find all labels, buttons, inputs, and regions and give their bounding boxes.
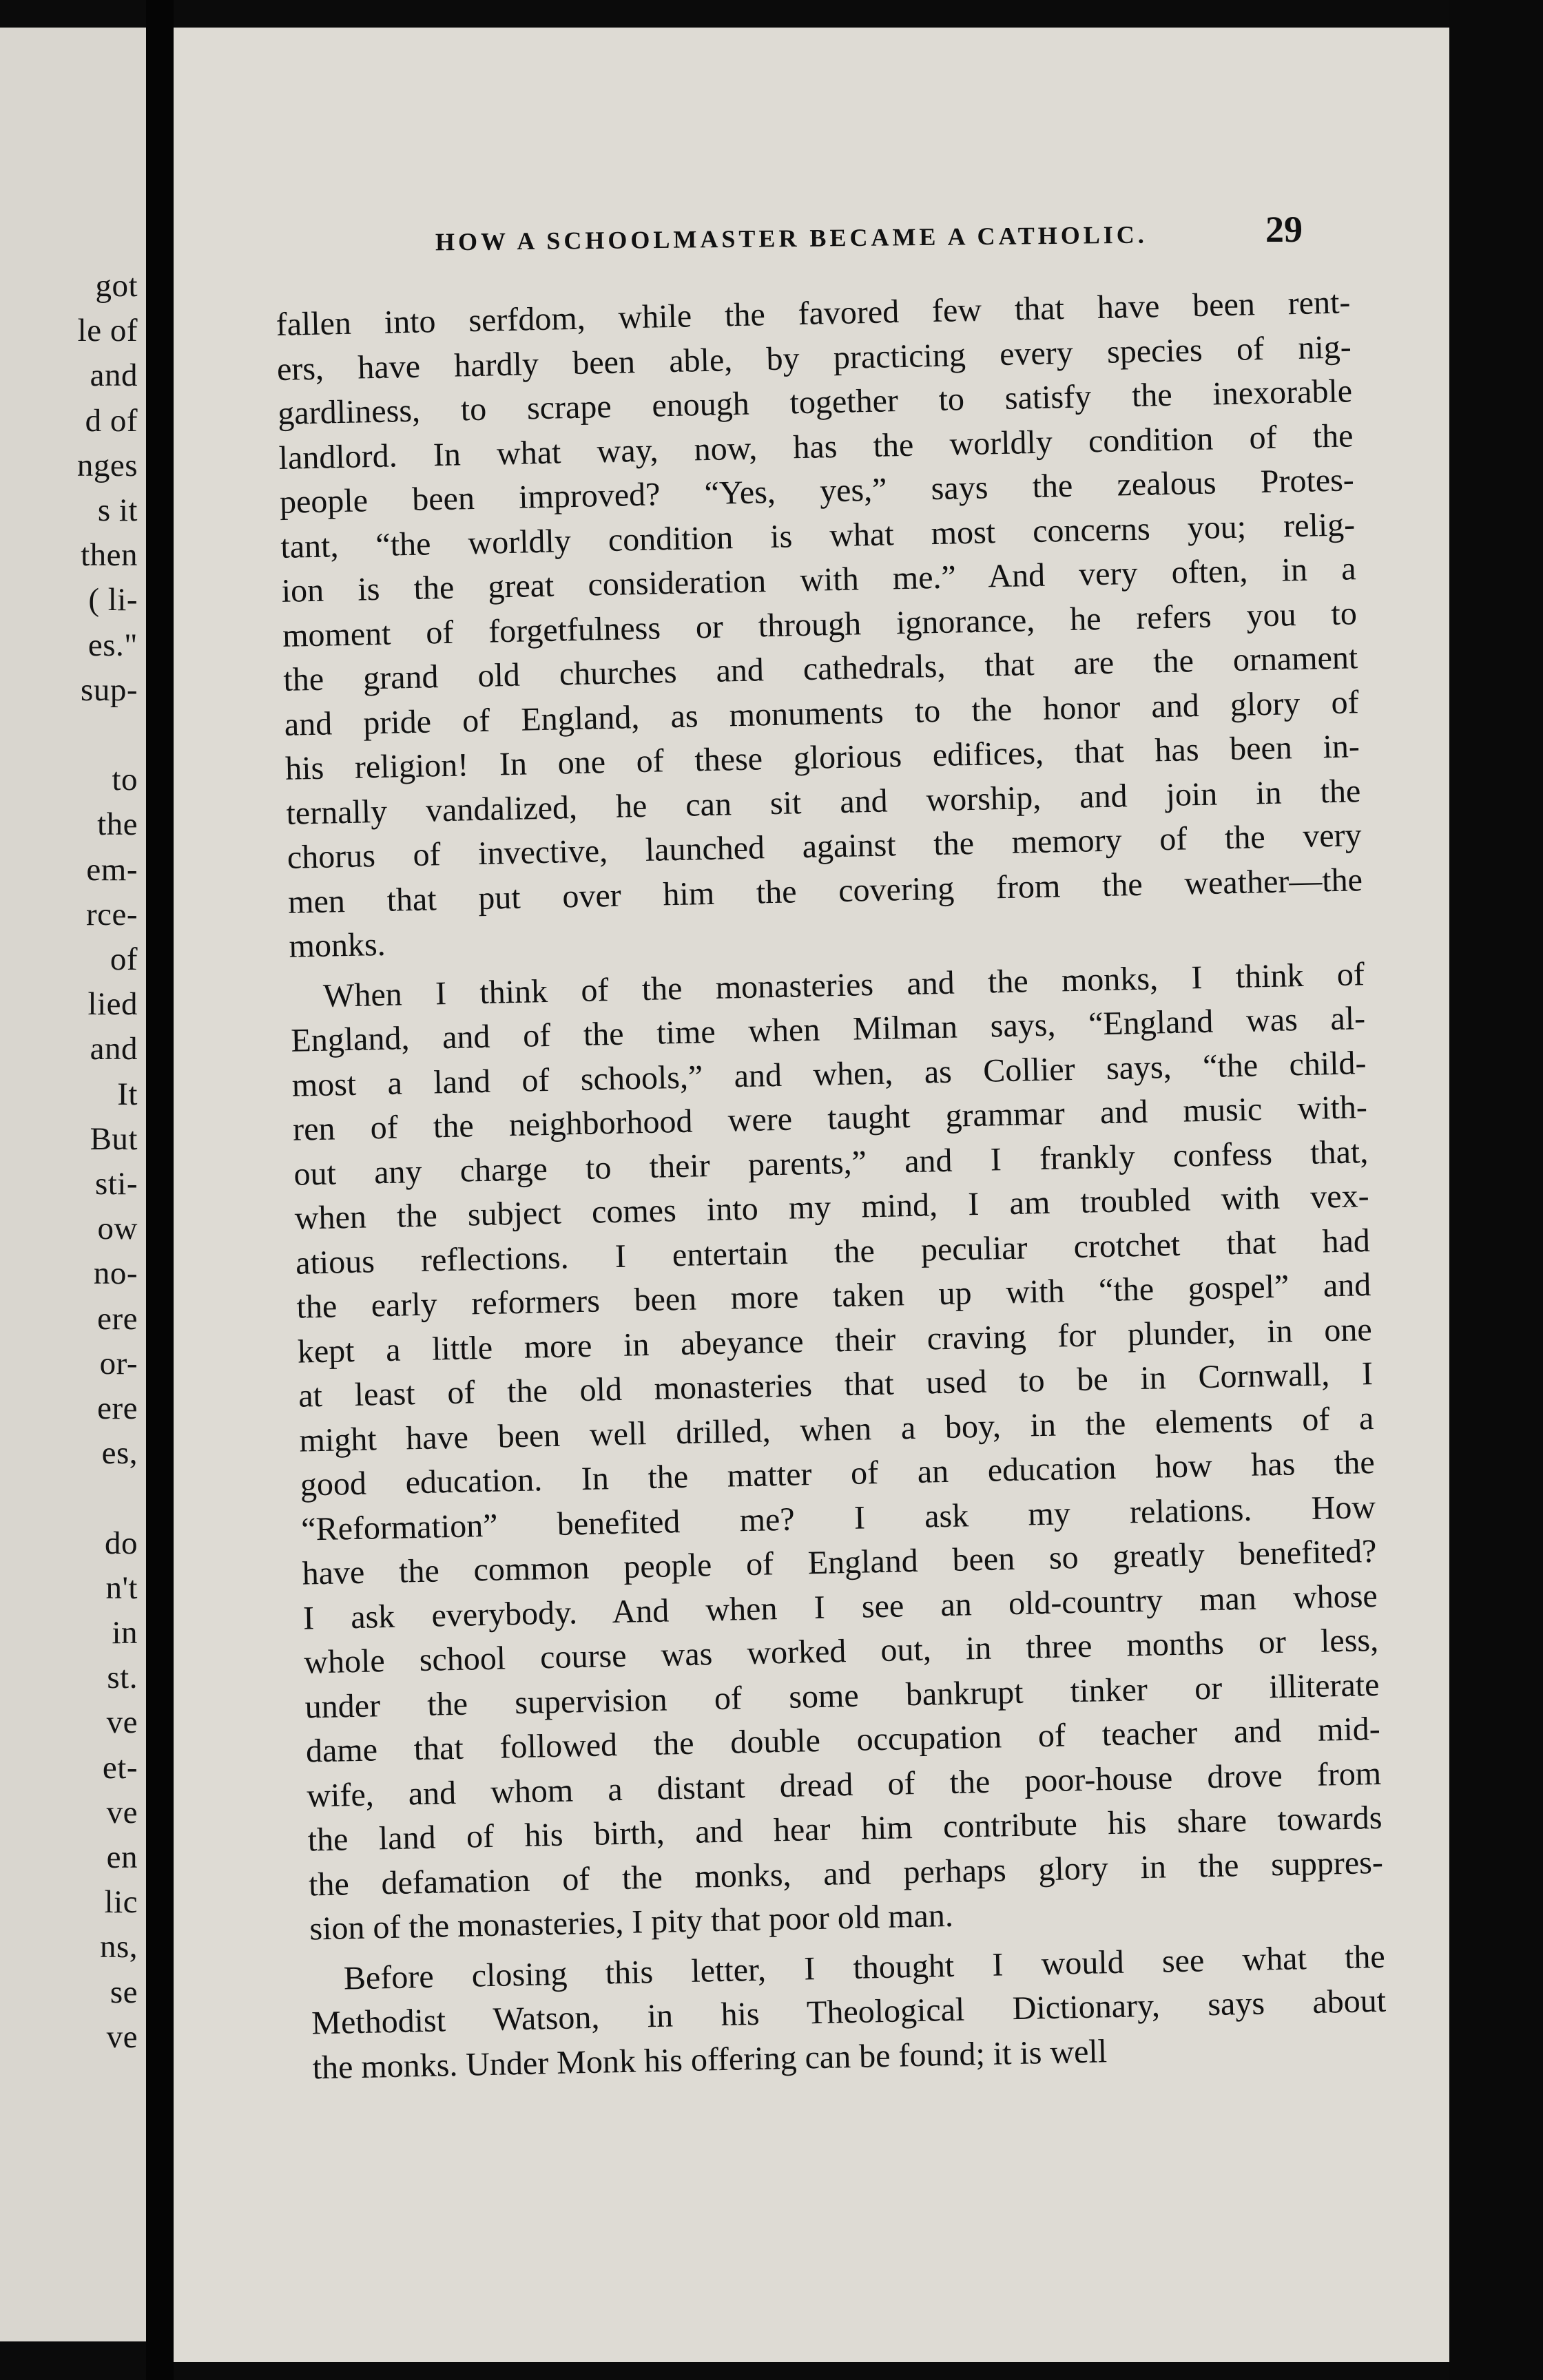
facing-page-fragment: the: [97, 806, 138, 843]
text-line: kept a little more in abeyance their craving for plunder, in one: [297, 1311, 1373, 1370]
text-line: chorus of invective, launched against the memory of the very: [287, 817, 1363, 876]
text-line: wife, and whom a distant dread of the poor-house drove from: [306, 1755, 1382, 1815]
text-line: dame that followed the double occupation of teacher and mid-: [305, 1710, 1381, 1770]
facing-page-fragment: rce-: [85, 896, 138, 932]
text-line: I ask everybody. And when I see an old-country man whose: [302, 1577, 1378, 1637]
facing-page-fragment: got: [95, 268, 138, 304]
book-gutter: [146, 0, 174, 2380]
text-line: ion is the great consideration with me.” And very often, in a: [281, 550, 1356, 609]
text-line: out any charge to their parents,” and I frankly confess that,: [293, 1133, 1369, 1193]
facing-page-fragment: ve: [106, 1704, 138, 1741]
page-number: 29: [1265, 209, 1303, 250]
text-line: moment of forgetfulness or through ignorance, he refers you to: [282, 594, 1358, 654]
facing-page-fragment: lic: [104, 1884, 138, 1921]
text-line: “Reformation” benefited me? I ask my relations. How: [300, 1488, 1376, 1548]
paragraph: [310, 1934, 1387, 2090]
text-line: the early reformers been more taken up with “the gospel” and: [296, 1266, 1371, 1326]
facing-page-fragment: ns,: [99, 1929, 138, 1965]
book-page: [174, 28, 1449, 2362]
text-line: might have been well drilled, when a boy, in the elements of a: [299, 1399, 1374, 1459]
text-line: tant, “the worldly condition is what most concerns you; relig-: [280, 505, 1356, 565]
facing-page-fragment: But: [90, 1120, 138, 1157]
facing-page-fragment: ere: [97, 1300, 138, 1337]
text-line: gardliness, to scrape enough together to satisfy the inexorable: [277, 373, 1353, 432]
text-line: the monks. Under Monk his offering can be found; it is well: [312, 2032, 1108, 2086]
text-line: England, and of the time when Milman says, “England was al-: [290, 1000, 1366, 1059]
facing-page-fragment: ( li-: [88, 582, 138, 618]
facing-page-fragment: en: [106, 1839, 138, 1875]
text-line: the grand old churches and cathedrals, that are the ornament: [282, 639, 1358, 698]
text-line: the land of his birth, and hear him contribute his share towards: [307, 1799, 1383, 1859]
text-line: ternally vandalized, he can sit and worship, and join in the: [285, 772, 1361, 832]
scan-border: [1449, 0, 1543, 2380]
facing-page-fragment: of: [110, 941, 138, 977]
text-line: monks.: [289, 926, 386, 965]
facing-page-fragment: et-: [102, 1749, 138, 1786]
facing-page-fragment: do: [105, 1525, 138, 1561]
facing-page-fragment: es,: [101, 1435, 138, 1472]
facing-page-fragment: in: [112, 1615, 138, 1651]
facing-page-fragment: sti-: [94, 1166, 138, 1202]
facing-page-fragment: n't: [105, 1569, 138, 1606]
facing-page-fragment: nges: [76, 447, 138, 483]
facing-page-fragment: ere: [97, 1390, 138, 1426]
text-line: whole school course was worked out, in three months or less,: [303, 1621, 1379, 1681]
text-line: under the supervision of some bankrupt tinker or illiterate: [304, 1666, 1380, 1726]
text-line: his religion! In one of these glorious edifices, that has been in-: [284, 728, 1360, 787]
facing-page-fragment: es.": [87, 627, 138, 663]
facing-page-fragment: sup-: [81, 671, 138, 708]
facing-page-fragment: st.: [107, 1660, 138, 1696]
text-line: and pride of England, as monuments to the honor and glory of: [284, 683, 1360, 743]
facing-page-fragment: to: [112, 762, 138, 798]
facing-page-edge: [0, 28, 146, 2341]
facing-page-fragment: ve: [106, 1794, 138, 1830]
text-line: fallen into serfdom, while the favored few that have been rent-: [276, 284, 1351, 343]
facing-page-fragment: It: [117, 1076, 138, 1112]
text-line: most a land of schools,” and when, as Collier says, “the child-: [291, 1044, 1367, 1104]
text-line: landlord. In what way, now, has the worldly condition of the: [278, 417, 1354, 477]
text-line: when the subject comes into my mind, I am troubled with vex-: [294, 1178, 1370, 1237]
facing-page-fragment: and: [90, 1031, 138, 1067]
facing-page-fragment: em-: [86, 851, 138, 888]
text-line: the defamation of the monks, and perhaps glory in the suppres-: [308, 1844, 1384, 1903]
facing-page-fragment: ow: [97, 1211, 138, 1247]
facing-page-fragment: s it: [97, 492, 138, 528]
body-text: [276, 280, 1387, 2090]
facing-page-fragment: or-: [99, 1345, 138, 1381]
text-line: have the common people of England been so greatly benefited?: [302, 1532, 1377, 1592]
text-line: atious reflections. I entertain the peculiar crotchet that had: [295, 1222, 1371, 1282]
facing-page-fragment: no-: [93, 1255, 138, 1292]
running-head: HOW A SCHOOLMASTER BECAME A CATHOLIC.: [435, 220, 1148, 256]
facing-page-fragment: and: [90, 357, 138, 394]
facing-page-fragment: ve: [106, 2018, 138, 2055]
text-line: Before closing this letter, I thought I would see what the: [343, 1938, 1386, 1996]
text-line: When I think of the monasteries and the monks, I think of: [322, 955, 1365, 1014]
paragraph: [289, 952, 1384, 1952]
text-line: ren of the neighborhood were taught grammar and music with-: [292, 1089, 1368, 1148]
text-line: at least of the old monasteries that used to be in Cornwall, I: [298, 1355, 1374, 1415]
text-line: Methodist Watson, in his Theological Dictionary, says about: [311, 1982, 1387, 2042]
facing-page-fragment: le of: [77, 313, 138, 349]
text-line: people been improved? “Yes, yes,” says the zealous Protes-: [279, 461, 1355, 521]
text-line: men that put over him the covering from the weather—the: [287, 861, 1363, 921]
text-line: good education. In the matter of an education how has the: [300, 1443, 1376, 1503]
text-line: sion of the monasteries, I pity that poor old man.: [309, 1897, 954, 1948]
facing-page-fragment: se: [110, 1974, 138, 2010]
text-line: ers, have hardly been able, by practicing every species of nig-: [276, 328, 1352, 388]
facing-page-fragment: lied: [87, 986, 138, 1023]
paragraph: [276, 280, 1364, 969]
facing-page-fragment: then: [81, 537, 138, 574]
facing-page-fragment: d of: [85, 402, 138, 439]
